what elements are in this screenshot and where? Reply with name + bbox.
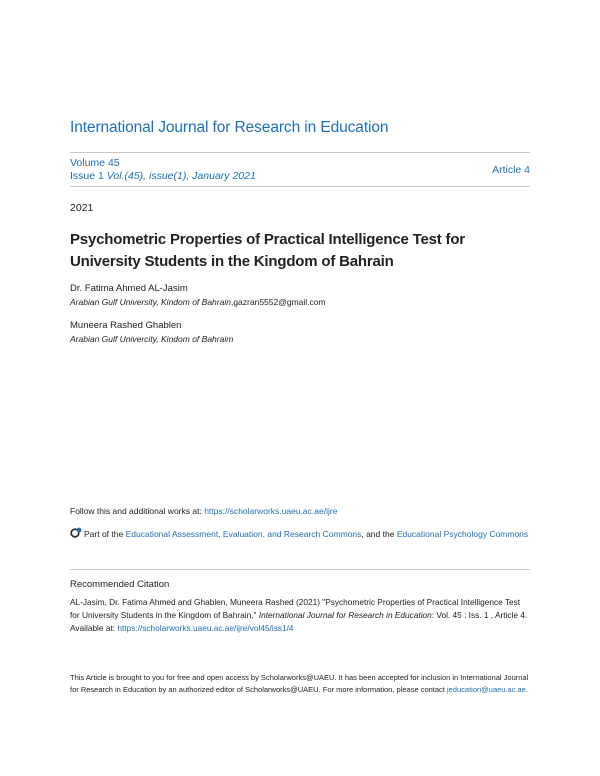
- contact-email-link[interactable]: jeducation@uaeu.ac.ae: [446, 684, 526, 694]
- issue-prefix: Issue 1: [70, 169, 107, 182]
- volume-link[interactable]: Volume 45: [70, 157, 120, 169]
- article-link[interactable]: https://scholarworks.uaeu.ac.ae/ijre/vol45/iss1/4: [117, 623, 294, 633]
- footer-text: This Article is brought to you for free and open access by Scholarworks@UAEU. It has been accepted for inclusion in International Journal for Research in Education by an authorized editor of Scholarworks@UAEU. For more information, please contact: [70, 673, 529, 694]
- volume-issue-block: [70, 157, 256, 182]
- available-prefix: Available at:: [70, 623, 118, 633]
- author-name: Dr. Fatima Ahmed AL-Jasim: [70, 283, 188, 294]
- publication-year: 2021: [70, 202, 94, 214]
- article-number-link[interactable]: Article 4: [492, 164, 530, 176]
- author-affiliation: [70, 297, 326, 307]
- divider: [70, 152, 530, 153]
- open-access-icon: [70, 527, 82, 538]
- affiliation-separator: ,: [230, 297, 234, 307]
- footer-end: .: [525, 684, 528, 694]
- divider: [70, 186, 530, 187]
- journal-title-link[interactable]: International Journal for Research in Education: [70, 119, 389, 136]
- author-email: gazran5552@gmail.com: [233, 297, 326, 307]
- part-of-line: [70, 526, 530, 543]
- divider: [70, 569, 530, 570]
- author-affiliation: [70, 334, 233, 344]
- citation-journal: International Journal for Research in Education: [258, 610, 432, 620]
- issue-detail: Vol.(45), issue(1), January 2021: [106, 169, 256, 182]
- follow-line: [70, 506, 337, 516]
- psychology-commons-link[interactable]: Educational Psychology Commons: [396, 529, 529, 539]
- citation-details: : Vol. 45 : Iss. 1 , Article 4.: [431, 610, 528, 620]
- footer-note: [70, 672, 532, 695]
- assessment-commons-link[interactable]: Educational Assessment, Evaluation, and Research Commons: [125, 529, 362, 539]
- citation-heading: Recommended Citation: [70, 579, 170, 590]
- affiliation-text: Arabian Gulf Univercity, Kindom of Bahraim: [70, 334, 234, 344]
- part-of-prefix: Part of the: [84, 529, 126, 539]
- author-name: Muneera Rashed Ghablen: [70, 320, 182, 331]
- collection-link[interactable]: https://scholarworks.uaeu.ac.ae/ijre: [204, 506, 338, 516]
- citation-text: AL-Jasim, Dr. Fatima Ahmed and Ghablen, Muneera Rashed (2021) "Psychometric Properties of Practical Intelligence Test for University Students in the Kingdom of Bahrain,": [70, 597, 521, 620]
- paper-title: Psychometric Properties of Practical Intelligence Test for University Students in the Kingdom of Bahrain: [70, 231, 465, 270]
- part-of-middle: , and the: [361, 529, 397, 539]
- affiliation-text: Arabian Gulf University, Kindom of Bahrain: [70, 297, 231, 307]
- issue-link[interactable]: [70, 170, 256, 183]
- follow-text: Follow this and additional works at:: [70, 506, 205, 516]
- citation-body: [70, 596, 532, 635]
